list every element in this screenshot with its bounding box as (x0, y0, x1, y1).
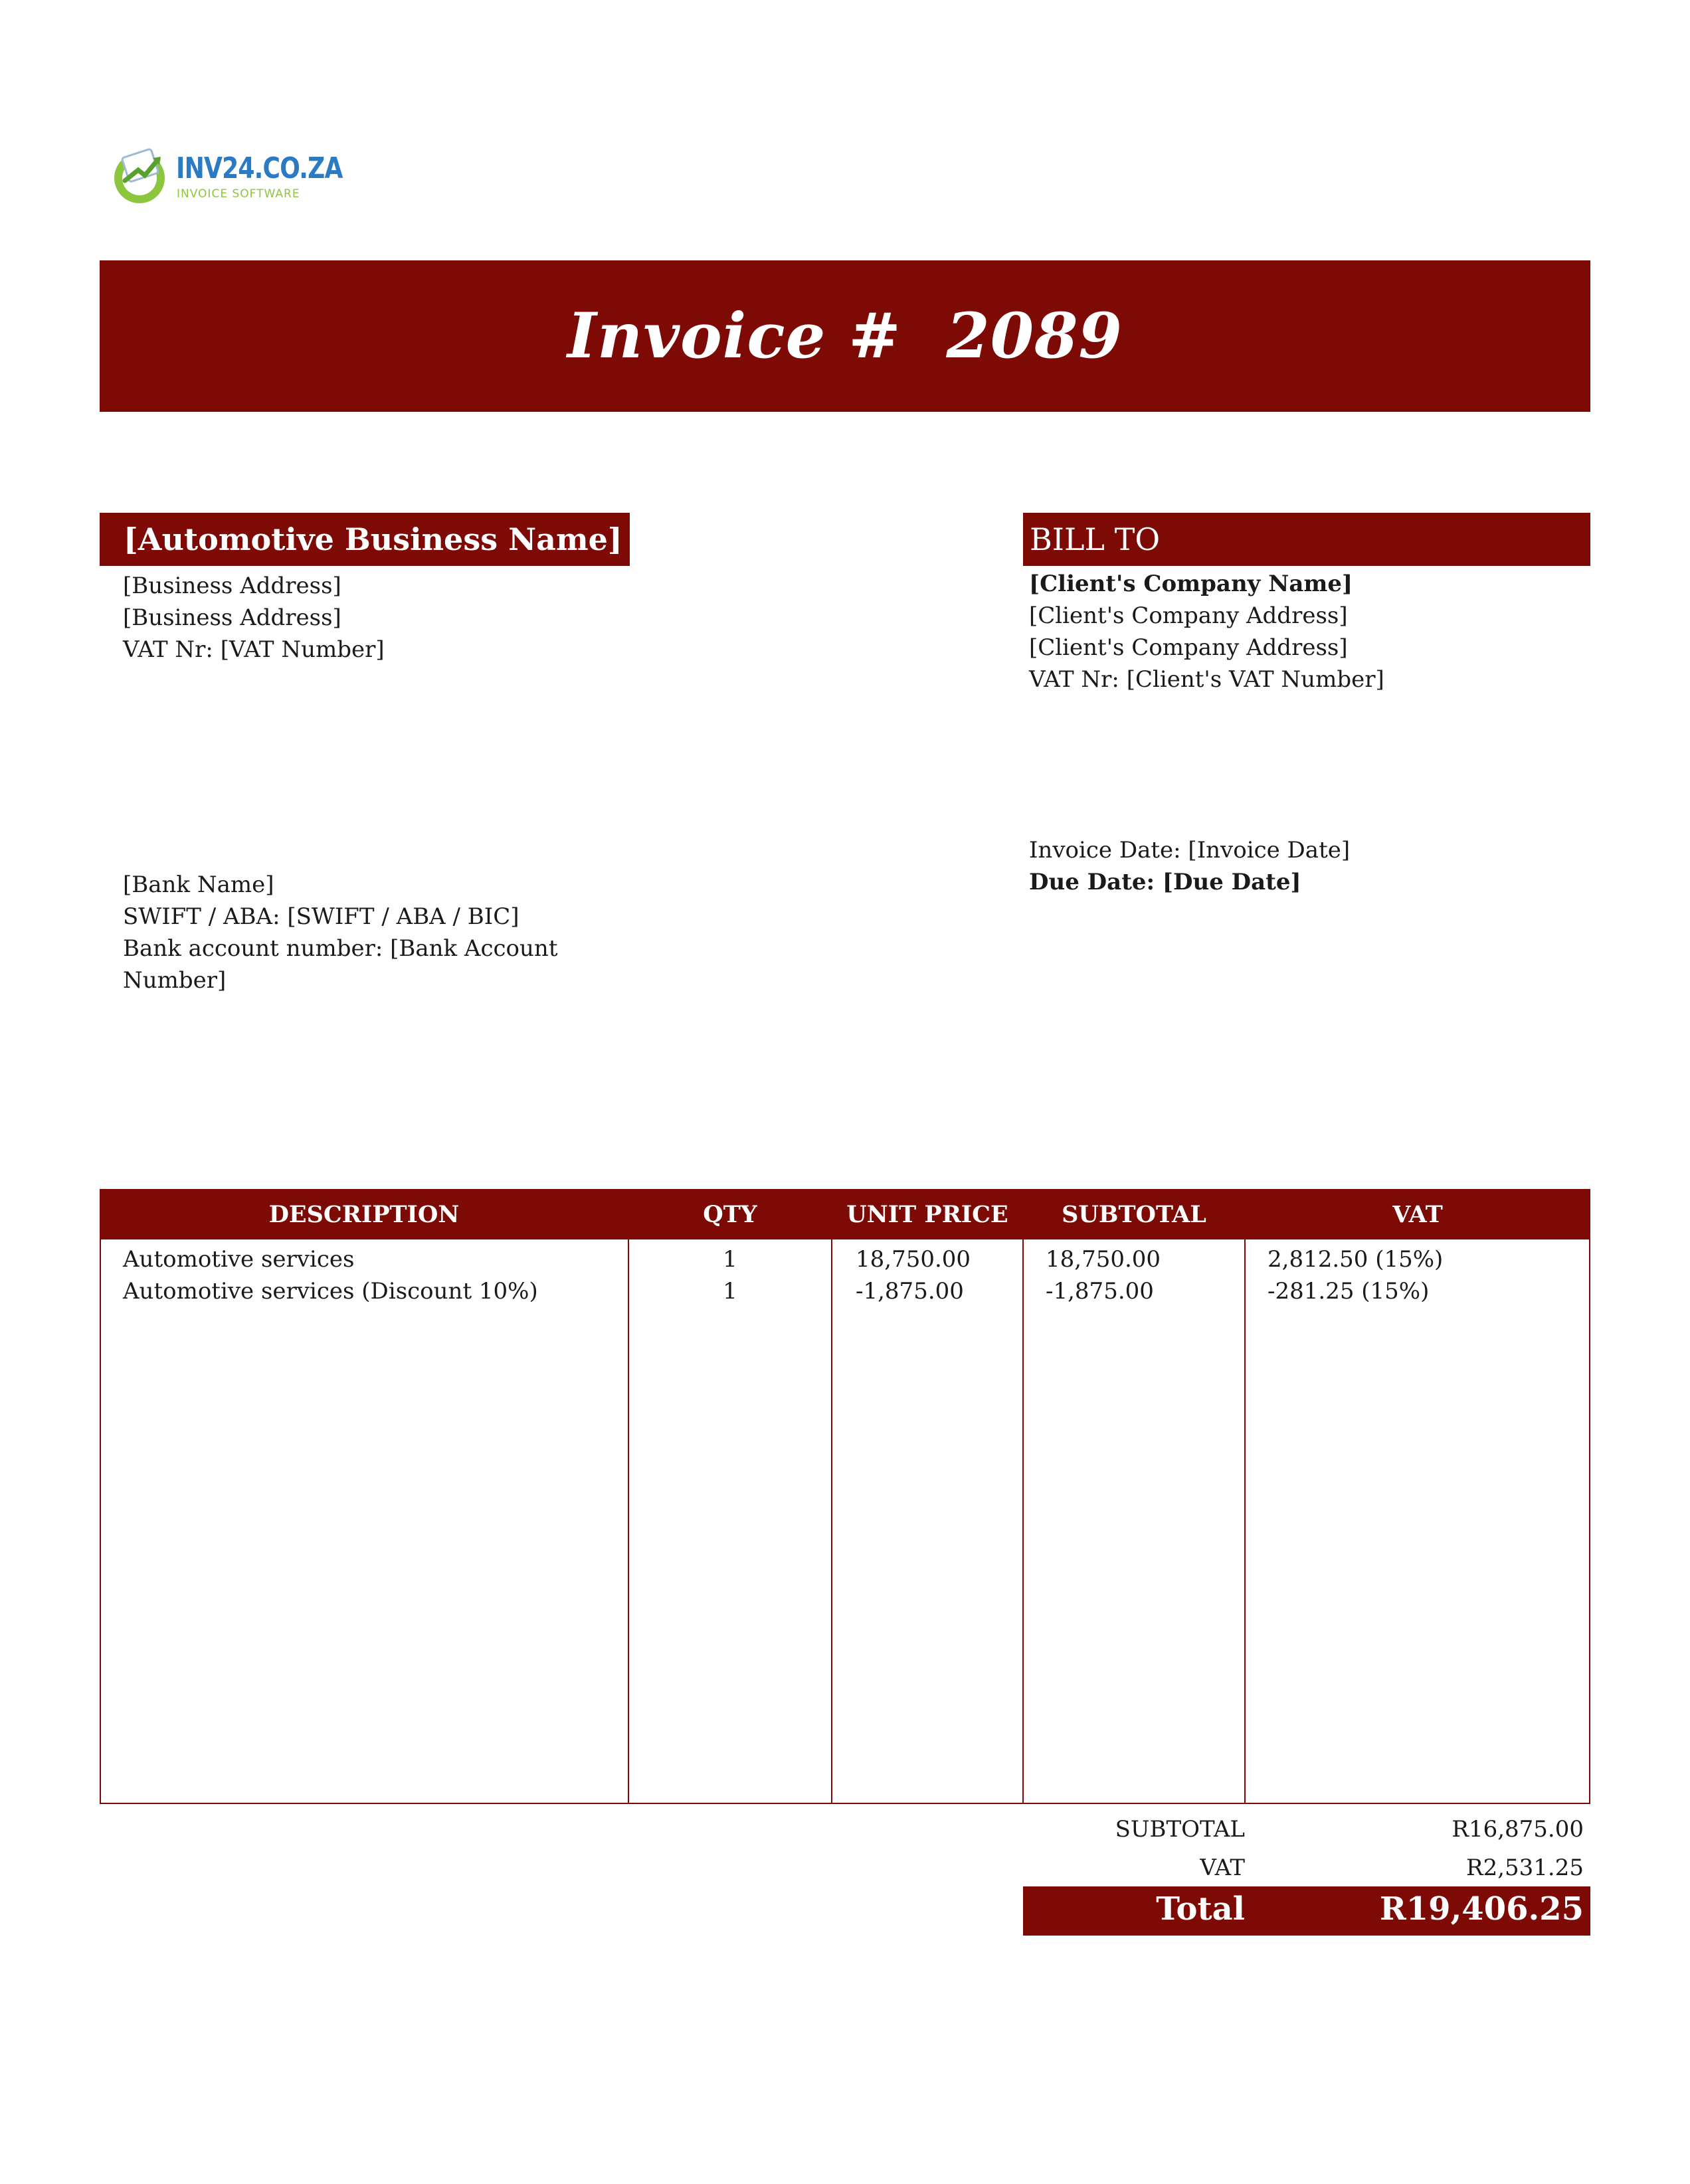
row-unit-price: 18,750.00 (856, 1246, 971, 1273)
column-divider (1022, 1189, 1024, 1804)
column-header-unit-price: UNIT PRICE (846, 1200, 1008, 1228)
logo-icon (114, 149, 165, 203)
bank-account-line-1: Bank account number: [Bank Account (123, 935, 558, 962)
grand-total-value: R19,406.25 (1379, 1890, 1584, 1928)
column-divider (1244, 1189, 1246, 1804)
totals-subtotal-label: SUBTOTAL (1115, 1816, 1245, 1843)
invoice-dates (1029, 834, 1350, 898)
bank-name: [Bank Name] (123, 871, 274, 898)
row-vat: -281.25 (15%) (1268, 1278, 1430, 1305)
business-address-line-2: [Business Address] (123, 604, 341, 631)
business-name: [Automotive Business Name] (124, 521, 622, 557)
bank-account-line-2: Number] (123, 967, 227, 994)
totals-subtotal-value: R16,875.00 (1452, 1816, 1584, 1843)
row-vat: 2,812.50 (15%) (1268, 1246, 1444, 1273)
business-name-header (100, 513, 630, 566)
row-qty: 1 (723, 1246, 737, 1273)
client-vat: VAT Nr: [Client's VAT Number] (1029, 666, 1384, 693)
totals-vat-value: R2,531.25 (1465, 1855, 1584, 1881)
totals-vat-label: VAT (1200, 1855, 1245, 1881)
business-address-line-1: [Business Address] (123, 573, 341, 599)
row-description: Automotive services (Discount 10%) (123, 1278, 538, 1305)
column-header-subtotal: SUBTOTAL (1062, 1200, 1206, 1228)
row-subtotal: -1,875.00 (1046, 1278, 1154, 1305)
logo-name: INV24.CO.ZA (176, 151, 343, 185)
bank-swift: SWIFT / ABA: [SWIFT / ABA / BIC] (123, 903, 519, 930)
invoice-title-banner (100, 260, 1590, 412)
bank-details (123, 869, 557, 996)
invoice-title: Invoice # 2089 (567, 300, 1123, 373)
logo-tagline: INVOICE SOFTWARE (177, 187, 300, 201)
business-vat: VAT Nr: [VAT Number] (123, 636, 385, 663)
row-description: Automotive services (123, 1246, 355, 1273)
client-address-line-1: [Client's Company Address] (1029, 602, 1348, 629)
row-qty: 1 (723, 1278, 737, 1305)
grand-total-label: Total (1156, 1890, 1245, 1928)
bill-to-heading: BILL TO (1030, 521, 1161, 557)
row-unit-price: -1,875.00 (856, 1278, 964, 1305)
column-header-vat: VAT (1392, 1200, 1443, 1228)
business-details (123, 570, 385, 666)
column-header-description: DESCRIPTION (268, 1200, 460, 1228)
column-header-qty: QTY (703, 1200, 757, 1228)
row-subtotal: 18,750.00 (1046, 1246, 1161, 1273)
client-address-line-2: [Client's Company Address] (1029, 634, 1348, 661)
client-company-name: [Client's Company Name] (1029, 571, 1353, 597)
invoice-date: Invoice Date: [Invoice Date] (1029, 837, 1351, 864)
due-date: Due Date: [Due Date] (1029, 869, 1301, 895)
client-details (1029, 568, 1384, 695)
bill-to-header (1023, 513, 1590, 566)
